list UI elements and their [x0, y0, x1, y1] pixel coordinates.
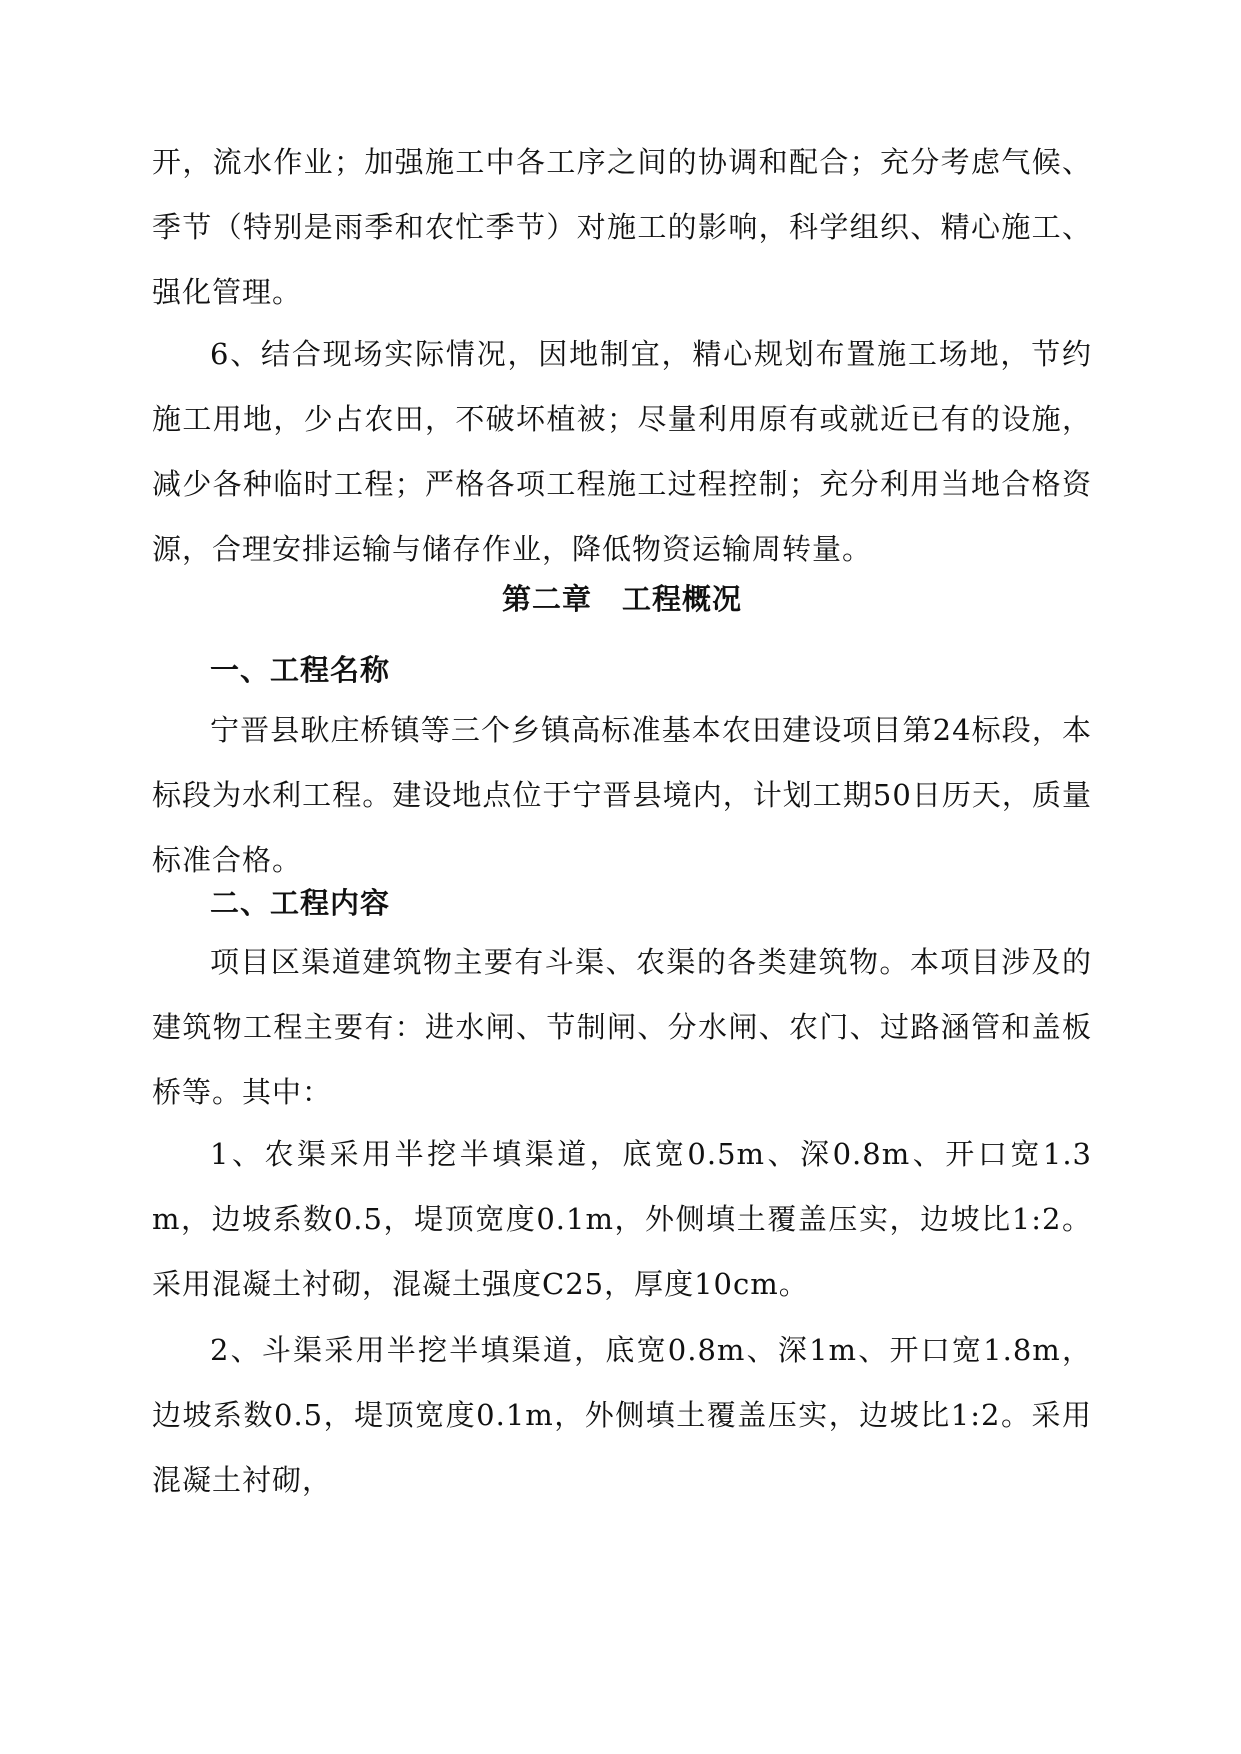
- section-heading-project-content: 二、工程内容: [210, 886, 391, 920]
- section-heading-project-name: 一、工程名称: [210, 653, 391, 687]
- paragraph-project-content: 项目区渠道建筑物主要有斗渠、农渠的各类建筑物。本项目涉及的建筑物工程主要有：进水闸、节制闸、分水闸、农门、过路涵管和盖板桥等。其中：: [152, 945, 1092, 1109]
- paragraph-continuation: 开，流水作业；加强施工中各工序之间的协调和配合；充分考虑气候、季节（特别是雨季和农忙季节）对施工的影响，科学组织、精心施工、强化管理。: [152, 145, 1092, 309]
- chapter-title: 第二章 工程概况: [501, 582, 742, 616]
- paragraph-project-name: 宁晋县耿庄桥镇等三个乡镇高标准基本农田建设项目第24标段，本标段为水利工程。建设地点位于宁晋县境内，计划工期50日历天，质量标准合格。: [152, 713, 1092, 877]
- paragraph-item-2: 2、斗渠采用半挖半填渠道，底宽0.8m、深1m、开口宽1.8m，边坡系数0.5，堤顶宽度0.1m，外侧填土覆盖压实，边坡比1:2。采用混凝土衬砌，: [152, 1333, 1092, 1497]
- paragraph-item-6: 6、结合现场实际情况，因地制宜，精心规划布置施工场地，节约施工用地，少占农田，不破坏植被；尽量利用原有或就近已有的设施，减少各种临时工程；严格各项工程施工过程控制；充分利用当地合格资源，合理安排运输与储存作业，降低物资运输周转量。: [152, 337, 1092, 566]
- paragraph-item-1: 1、农渠采用半挖半填渠道，底宽0.5m、深0.8m、开口宽1.3m，边坡系数0.5，堤顶宽度0.1m，外侧填土覆盖压实，边坡比1:2。采用混凝土衬砌，混凝土强度C25，厚度10cm。: [152, 1137, 1092, 1301]
